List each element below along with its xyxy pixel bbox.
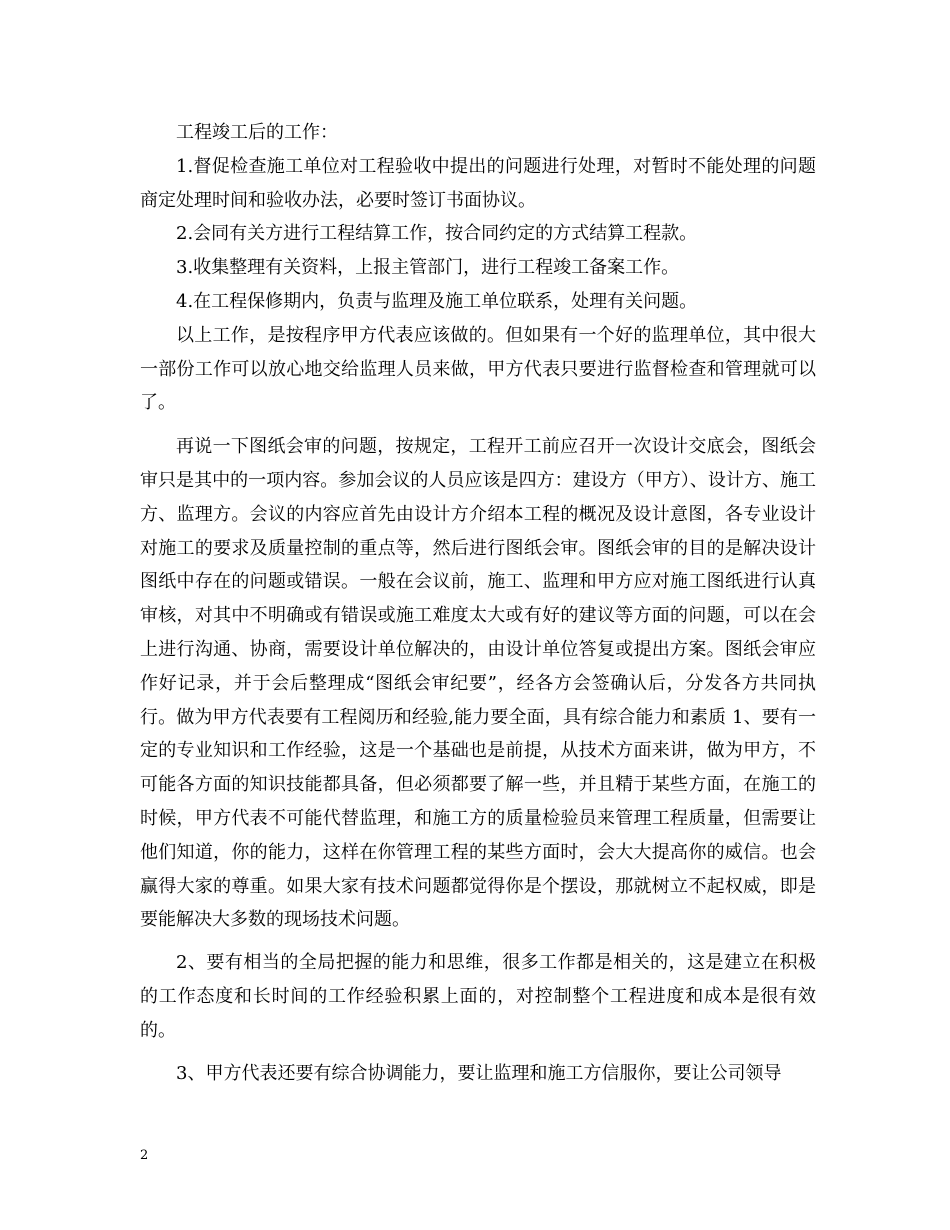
list-item-3: 3.收集整理有关资料，上报主管部门，进行工程竣工备案工作。	[176, 257, 680, 279]
ability-point-3: 3、甲方代表还要有综合协调能力，要让监理和施工方信服你，要让公司领导	[176, 1062, 782, 1084]
page-number: 2	[140, 1148, 149, 1163]
document-body	[140, 116, 816, 1090]
section-heading: 工程竣工后的工作：	[176, 122, 338, 143]
list-item-2: 2.会同有关方进行工程结算工作，按合同约定的方式结算工程款。	[176, 223, 698, 245]
list-item-4: 4.在工程保修期内，负责与监理及施工单位联系，处理有关问题。	[176, 290, 698, 312]
list-item-1: 1.督促检查施工单位对工程验收中提出的问题进行处理，对暂时不能处理的问题商定处理时间和验收办法，必要时签订书面协议。	[140, 155, 816, 211]
ability-point-2: 2、要有相当的全局把握的能力和思维，很多工作都是相关的，这是建立在积极的工作态度和长时间的工作经验积累上面的，对控制整个工程进度和成本是很有效的。	[140, 952, 816, 1041]
drawing-review-paragraph: 再说一下图纸会审的问题，按规定，工程开工前应召开一次设计交底会，图纸会审只是其中的一项内容。参加会议的人员应该是四方：建设方（甲方）、设计方、施工方、监理方。会议的内容应首先由设计方介绍本工程的概况及设计意图，各专业设计对施工的要求及质量控制的重点等，然后进行图纸会审。图纸会审的目的是解决设计图纸中存在的问题或错误。一般在会议前，施工、监理和甲方应对施工图纸进行认真审核，对其中不明确或有错误或施工难度太大或有好的建议等方面的问题，可以在会上进行沟通、协商，需要设计单位解决的，由设计单位答复或提出方案。图纸会审应作好记录，并于会后整理成“图纸会审纪要”，经各方会签确认后，分发各方共同执行。做为甲方代表要有工程阅历和经验,能力要全面，具有综合能力和素质 1、要有一定的专业知识和工作经验，这是一个基础也是前提，从技术方面来讲，做为甲方，不可能各方面的知识技能都具备，但必须都要了解一些，并且精于某些方面，在施工的时候，甲方代表不可能代替监理，和施工方的质量检验员来管理工程质量，但需要让他们知道，你的能力，这样在你管理工程的某些方面时，会大大提高你的威信。也会赢得大家的尊重。如果大家有技术问题都觉得你是个摆设，那就树立不起权威，即是要能解决大多数的现场技术问题。	[140, 436, 816, 931]
summary-paragraph: 以上工作，是按程序甲方代表应该做的。但如果有一个好的监理单位，其中很大一部份工作可以放心地交给监理人员来做，甲方代表只要进行监督检查和管理就可以了。	[140, 324, 816, 414]
